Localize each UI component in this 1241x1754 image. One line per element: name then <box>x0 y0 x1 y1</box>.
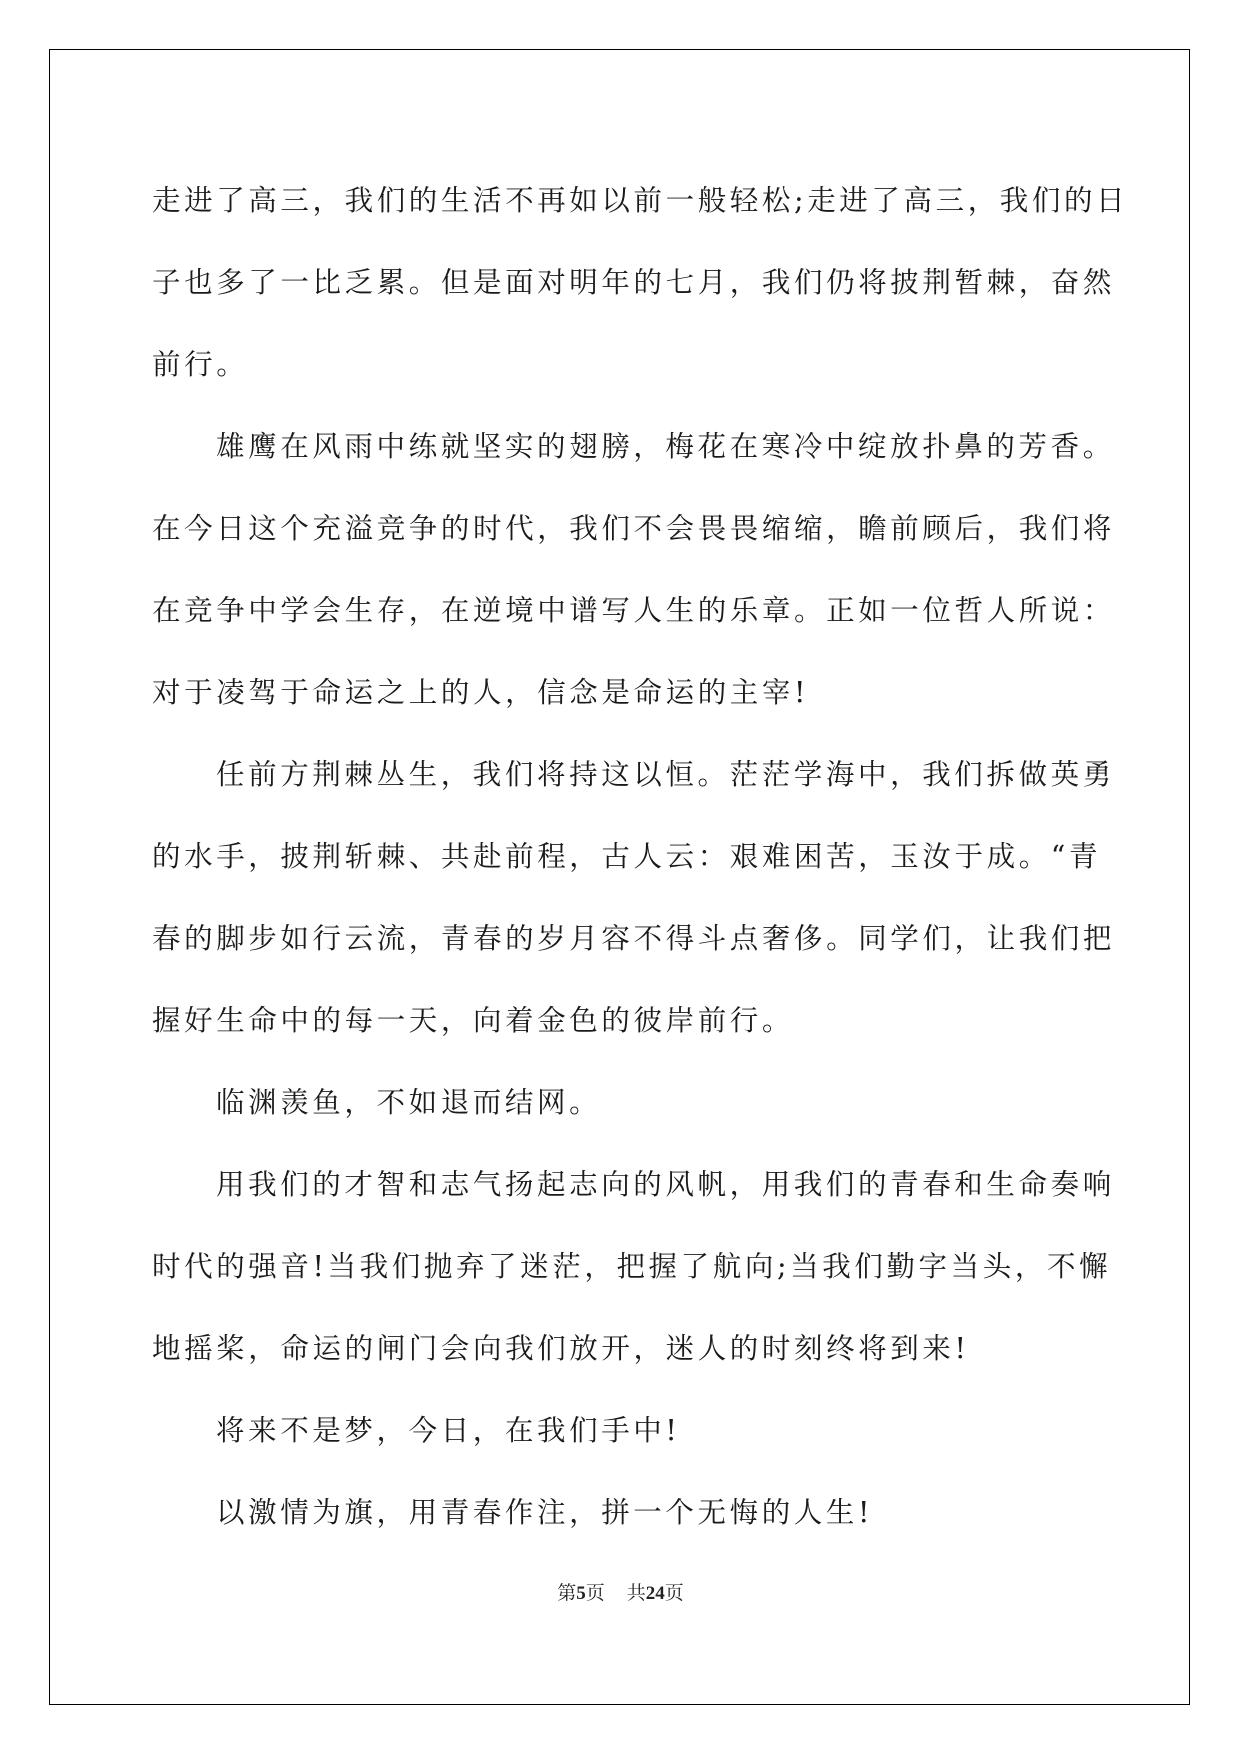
text-line: 雄鹰在风雨中练就坚实的翅膀，梅花在寒冷中绽放扑鼻的芳香。 <box>216 430 1115 463</box>
document-body <box>152 160 1129 1554</box>
text-line: 子也多了一比乏累。但是面对明年的七月，我们仍将披荆暂棘，奋然 <box>152 266 1116 299</box>
text-line: 用我们的才智和志气扬起志向的风帆，用我们的青春和生命奏响 <box>216 1168 1115 1201</box>
text-line: 将来不是梦，今日，在我们手中! <box>216 1414 681 1447</box>
total-prefix: 共 <box>626 1582 646 1604</box>
page-prefix: 第 <box>557 1582 577 1604</box>
text-line: 临渊羡鱼，不如退而结网。 <box>216 1086 602 1119</box>
text-line: 在竞争中学会生存，在逆境中谱写人生的乐章。正如一位哲人所说： <box>152 594 1116 627</box>
text-line: 地摇桨，命运的闸门会向我们放开，迷人的时刻终将到来! <box>152 1332 970 1365</box>
text-line: 任前方荆棘丛生，我们将持这以恒。茫茫学海中，我们拆做英勇 <box>216 758 1115 791</box>
page-footer <box>0 1578 1241 1605</box>
page-suffix: 页 <box>585 1582 605 1604</box>
text-line: 握好生命中的每一天，向着金色的彼岸前行。 <box>152 1004 795 1037</box>
text-line: 走进了高三，我们的生活不再如以前一般轻松;走进了高三，我们的日 <box>152 184 1129 217</box>
text-line: 春的脚步如行云流，青春的岁月容不得斗点奢侈。同学们，让我们把 <box>152 922 1116 955</box>
text-line: 的水手，披荆斩棘、共赴前程，古人云：艰难困苦，玉汝于成。“青 <box>152 840 1102 873</box>
total-pages: 24 <box>645 1583 665 1604</box>
text-line: 时代的强音!当我们抛弃了迷茫，把握了航向;当我们勤字当头，不懈 <box>152 1250 1112 1283</box>
text-line: 前行。 <box>152 348 249 381</box>
total-suffix: 页 <box>664 1582 684 1604</box>
text-line: 对于凌驾于命运之上的人，信念是命运的主宰! <box>152 676 810 709</box>
page-number: 5 <box>576 1583 586 1604</box>
text-line: 以激情为旗，用青春作注，拼一个无悔的人生! <box>216 1496 874 1529</box>
text-line: 在今日这个充溢竞争的时代，我们不会畏畏缩缩，瞻前顾后，我们将 <box>152 512 1116 545</box>
